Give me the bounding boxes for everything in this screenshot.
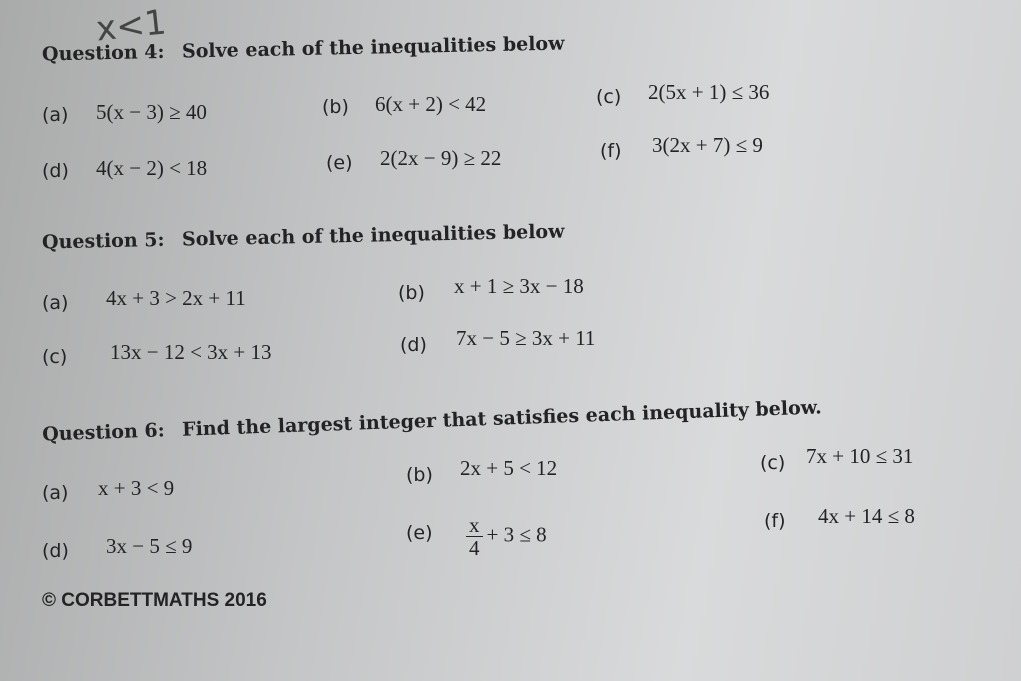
q5-d-expression: 7x − 5 ≥ 3x + 11 <box>456 326 596 350</box>
q6-a-label: (a) <box>42 482 69 504</box>
question-4-instruction: Solve each of the inequalities below <box>181 32 565 63</box>
q6-e-rest: + 3 ≤ 8 <box>486 522 547 547</box>
question-6-heading <box>42 396 822 445</box>
q4-d-label: (d) <box>42 160 69 182</box>
copyright-footer: © CORBETTMATHS 2016 <box>42 590 267 611</box>
question-5-number: Question 5: <box>41 228 165 254</box>
question-6-instruction: Find the largest integer that satisfies each inequality below. <box>181 396 823 441</box>
q6-f-expression: 4x + 14 ≤ 8 <box>818 504 915 528</box>
q6-e-denominator: 4 <box>469 536 480 560</box>
q4-b-label: (b) <box>322 96 349 118</box>
q5-b-label: (b) <box>398 282 425 304</box>
q6-c-label: (c) <box>760 452 786 474</box>
q6-e-expression <box>466 514 547 559</box>
q4-e-label: (e) <box>326 152 353 174</box>
q6-f-label: (f) <box>764 510 786 532</box>
q5-c-expression: 13x − 12 < 3x + 13 <box>110 340 272 364</box>
q4-f-label: (f) <box>600 140 622 162</box>
q4-b-expression: 6(x + 2) < 42 <box>375 92 487 116</box>
q4-a-expression: 5(x − 3) ≥ 40 <box>96 100 207 124</box>
handwritten-note: x<1 <box>94 2 169 50</box>
q6-e-label: (e) <box>406 522 433 544</box>
q5-d-label: (d) <box>400 334 427 356</box>
q5-a-expression: 4x + 3 > 2x + 11 <box>106 286 246 310</box>
q4-f-expression: 3(2x + 7) ≤ 9 <box>652 133 763 157</box>
question-5-heading <box>42 221 565 254</box>
q6-c-expression: 7x + 10 ≤ 31 <box>806 444 914 468</box>
q5-a-label: (a) <box>42 292 69 314</box>
q6-a-expression: x + 3 < 9 <box>98 476 175 500</box>
q4-a-label: (a) <box>42 104 69 126</box>
question-4-number: Question 4: <box>41 40 165 66</box>
q5-c-label: (c) <box>42 346 68 368</box>
q6-d-label: (d) <box>42 540 69 562</box>
q4-e-expression: 2(2x − 9) ≥ 22 <box>380 146 502 170</box>
q5-b-expression: x + 1 ≥ 3x − 18 <box>454 274 584 298</box>
q4-c-expression: 2(5x + 1) ≤ 36 <box>648 80 770 104</box>
question-5-instruction: Solve each of the inequalities below <box>181 220 565 251</box>
q6-e-numerator: x <box>466 514 483 537</box>
q6-b-expression: 2x + 5 < 12 <box>460 456 558 480</box>
q4-d-expression: 4(x − 2) < 18 <box>96 156 208 180</box>
q6-b-label: (b) <box>406 464 433 486</box>
question-6-number: Question 6: <box>41 419 166 446</box>
q4-c-label: (c) <box>596 86 622 108</box>
q6-e-fraction <box>466 514 483 559</box>
q6-d-expression: 3x − 5 ≤ 9 <box>106 534 193 558</box>
